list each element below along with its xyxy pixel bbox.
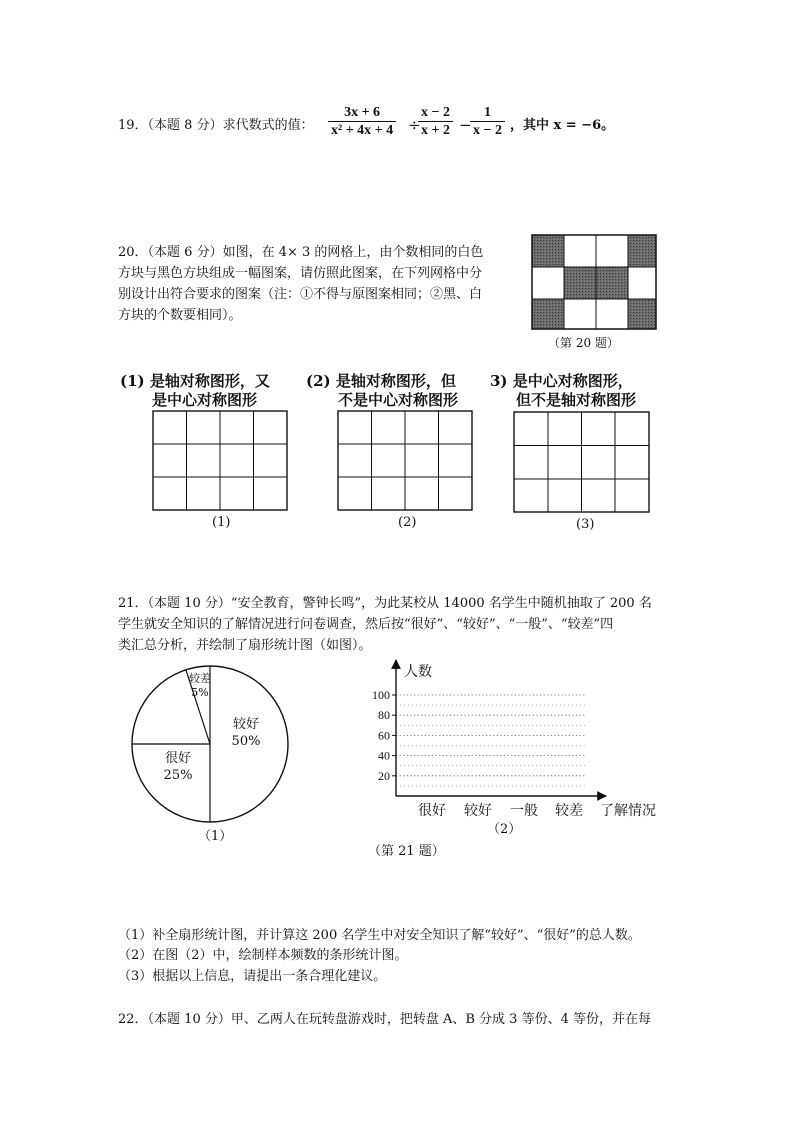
x-category-label: 较好 (464, 803, 492, 819)
ref-cell-dark (564, 267, 596, 299)
q21-line-3: 类汇总分析，并绘制了扇形统计图（如图）。 (118, 638, 372, 653)
ref-cell-dark (628, 235, 656, 267)
q21-figure-caption: （第 21 题） (368, 844, 445, 859)
pie-chart (132, 666, 288, 822)
q20-line-2: 方块与黑色方块组成一幅图案，请仿照此图案，在下列网格中分 (118, 266, 483, 281)
ref-cell-white (532, 267, 564, 299)
ref-cell-dark (532, 235, 564, 267)
grid3-label-line2: 但不是轴对称图形 (516, 391, 637, 409)
ref-cell-white (564, 235, 596, 267)
grid2-sublabel: (2) (398, 515, 417, 530)
q21-subquestion-2: （2）在图（2）中，绘制样本频数的条形统计图。 (118, 948, 408, 963)
pie-slice-percent: 5% (191, 686, 209, 699)
x-category-label: 很好 (418, 803, 446, 819)
y-tick-label: 80 (378, 708, 390, 723)
pie-sublabel: （1） (198, 829, 233, 844)
grid3-sublabel: (3) (576, 517, 595, 532)
empty-grid-2[interactable] (338, 411, 472, 510)
pie-slice-label: 较好 (232, 717, 260, 732)
fraction-3-numerator: 1 (470, 104, 505, 122)
divide-operator: ÷ (408, 116, 421, 134)
ref-cell-dark (628, 299, 656, 329)
empty-grid-3[interactable] (514, 412, 649, 512)
grid1-label-line2: 是中心对称图形 (152, 391, 258, 409)
ref-cell-white (628, 267, 656, 299)
ref-cell-dark (532, 299, 564, 329)
fraction-1-denominator: x² + 4x + 4 (331, 123, 394, 138)
q22-line-1: 22．（本题 10 分）甲、乙两人在玩转盘游戏时，把转盘 A、B 分成 3 等份、4 等份，并在每 (118, 1012, 651, 1027)
q21-line-2: 学生就安全知识的了解情况进行问卷调查，然后按“很好”、“较好”、“一般”、“较差”四 (118, 617, 614, 632)
q20-line-3: 别设计出符合要求的图案（注：①不得与原图案相同；②黑、白 (118, 287, 483, 302)
q21-line-1: 21．（本题 10 分）“安全教育，警钟长鸣”，为此某校从 14000 名学生中随机抽取了 200 名 (118, 596, 652, 611)
pie-slice-percent: 50% (231, 734, 261, 749)
pie-slice-label: 较差 (189, 672, 211, 685)
y-axis-label: 人数 (404, 664, 432, 680)
fraction-1-numerator: 3x + 6 (328, 104, 396, 122)
grid1-sublabel: (1) (212, 515, 231, 530)
y-tick-label: 100 (372, 688, 390, 702)
q20-line-1: 20．（本题 6 分）如图，在 4× 3 的网格上，由个数相同的白色 (118, 245, 484, 260)
pie-slice-label: 很好 (164, 751, 192, 766)
empty-grid-1[interactable] (153, 411, 287, 510)
q19-suffix: ，其中 x = −6。 (510, 118, 615, 133)
y-tick-label: 40 (378, 748, 390, 763)
ref-cell-white (596, 235, 628, 267)
fraction-3-denominator: x − 2 (473, 123, 502, 138)
q19-prefix: 19．（本题 8 分）求代数式的值： (118, 118, 314, 133)
minus-operator: − (459, 116, 472, 134)
ref-cell-white (596, 299, 628, 329)
bar-chart (372, 660, 656, 819)
bar-sublabel: （2） (487, 822, 522, 837)
q20-line-4: 方块的个数要相同）。 (118, 308, 242, 323)
q20-reference-pattern (532, 235, 656, 329)
q20-figure-caption: （第 20 题） (548, 336, 619, 350)
pie-slice-percent: 25% (163, 768, 193, 783)
x-axis-label: 了解情况 (600, 803, 656, 819)
ref-cell-white (564, 299, 596, 329)
fraction-2-denominator: x + 2 (421, 123, 450, 138)
y-tick-label: 60 (378, 728, 390, 743)
x-category-label: 一般 (510, 803, 538, 819)
q21-subquestion-3: （3）根据以上信息，请提出一条合理化建议。 (118, 969, 387, 984)
grid2-label-line1: (2) 是轴对称图形，但 (306, 372, 456, 390)
grid1-label-line1: (1) 是轴对称图形，又 (120, 372, 270, 390)
grid2-label-line2: 不是中心对称图形 (338, 391, 459, 409)
ref-cell-dark (596, 267, 628, 299)
fraction-2-numerator: x − 2 (418, 104, 453, 122)
x-category-label: 较差 (555, 803, 583, 819)
y-tick-label: 20 (378, 768, 390, 783)
grid3-label-line1: 3) 是中心对称图形， (490, 372, 633, 390)
q21-subquestion-1: （1）补全扇形统计图，并计算这 200 名学生中对安全知识了解“较好”、“很好”的总人数。 (118, 928, 641, 943)
